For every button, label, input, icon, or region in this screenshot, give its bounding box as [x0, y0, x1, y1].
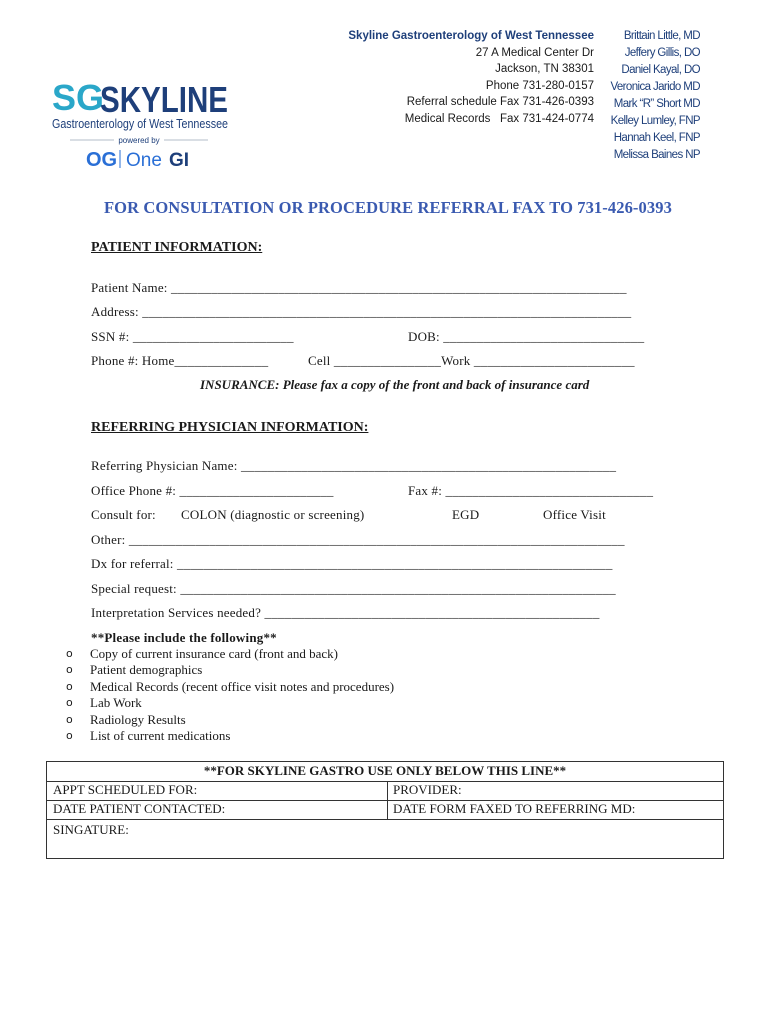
- provider-name: Melissa Baines NP: [613, 149, 700, 161]
- provider-name: Hannah Keel, FNP: [613, 132, 700, 144]
- patient-name-field[interactable]: Patient Name: ____________________________________________________________________: [91, 280, 627, 295]
- appt-scheduled-field[interactable]: APPT SCHEDULED FOR:: [53, 782, 198, 797]
- onegi-monogram: OG: [86, 149, 118, 171]
- interpretation-services-field[interactable]: Interpretation Services needed? __________________________________________________: [91, 605, 600, 620]
- onegi-name-b: GI: [169, 150, 190, 171]
- date-contacted-field[interactable]: DATE PATIENT CONTACTED:: [53, 801, 226, 816]
- referral-fax: Referral schedule Fax 731-426-0393: [406, 96, 594, 108]
- provider-name: Kelley Lumley, FNP: [610, 115, 700, 127]
- home-phone-field[interactable]: Phone #: Home______________: [91, 353, 269, 368]
- brand-wordmark: SKYLINE: [100, 79, 228, 120]
- referral-fax-banner: FOR CONSULTATION OR PROCEDURE REFERRAL FAX TO 731-426-0393: [104, 198, 672, 217]
- insurance-note: INSURANCE: Please fax a copy of the front and back of insurance card: [200, 377, 590, 392]
- provider-name: Brittain Little, MD: [623, 30, 700, 42]
- provider-name: Veronica Jarido MD: [610, 81, 700, 93]
- include-list: [66, 646, 394, 744]
- consult-for-label: Consult for:: [91, 507, 156, 522]
- records-fax: Medical Records Fax 731-424-0774: [404, 112, 594, 125]
- list-item: o List of current medications: [66, 728, 231, 744]
- office-use-row-1: [47, 781, 723, 801]
- patient-info-heading: PATIENT INFORMATION:: [91, 240, 263, 255]
- street-address: 27 A Medical Center Dr: [475, 46, 594, 59]
- cell-work-phone-field[interactable]: Cell ________________Work ________________________: [308, 353, 635, 368]
- address-field[interactable]: Address: _________________________________________________________________________: [91, 304, 632, 319]
- provider-name: Mark “R” Short MD: [613, 98, 700, 110]
- dx-referral-field[interactable]: Dx for referral: _________________________________________________________________: [91, 556, 613, 571]
- list-item: o Patient demographics: [66, 662, 203, 678]
- bullet-marker: o: [66, 696, 73, 710]
- fax-field[interactable]: Fax #: _______________________________: [408, 483, 654, 498]
- office-use-title-row: [47, 762, 723, 782]
- referring-physician-field[interactable]: Referring Physician Name: ________________________________________________________: [91, 458, 617, 473]
- provider-field[interactable]: PROVIDER:: [393, 782, 462, 797]
- referring-physician-heading: REFERRING PHYSICIAN INFORMATION:: [91, 420, 369, 435]
- consult-option-office-visit[interactable]: Office Visit: [543, 507, 606, 522]
- consult-option-colon[interactable]: COLON (diagnostic or screening): [181, 507, 365, 522]
- list-item: o Radiology Results: [66, 711, 186, 727]
- list-item: o Medical Records (recent office visit notes and procedures): [66, 678, 395, 694]
- list-item: o Copy of current insurance card (front and back): [66, 646, 338, 661]
- office-use-box: [46, 761, 724, 859]
- office-use-row-2: [47, 800, 723, 820]
- include-heading: **Please include the following**: [91, 630, 277, 645]
- office-phone-field[interactable]: Office Phone #: _______________________: [91, 483, 334, 498]
- skyline-logo-graphic: [52, 72, 232, 177]
- city-state-zip: Jackson, TN 38301: [495, 63, 594, 75]
- other-field[interactable]: Other: __________________________________________________________________________: [91, 532, 625, 547]
- provider-list: [600, 28, 700, 164]
- bullet-marker: o: [66, 663, 73, 677]
- powered-by-label: powered by: [118, 136, 160, 145]
- ssn-field[interactable]: SSN #: ________________________: [91, 329, 294, 344]
- org-name: Skyline Gastroenterology of West Tennessee: [348, 30, 594, 42]
- onegi-name-a: One: [126, 150, 162, 171]
- skyline-logo: [52, 72, 232, 177]
- bullet-marker: o: [66, 647, 73, 660]
- provider-name: Daniel Kayal, DO: [621, 64, 700, 76]
- date-faxed-field[interactable]: DATE FORM FAXED TO REFERRING MD:: [393, 801, 636, 816]
- dob-field[interactable]: DOB: ______________________________: [408, 329, 645, 344]
- phone-number: Phone 731-280-0157: [485, 79, 594, 92]
- practice-address-block: [340, 28, 594, 127]
- provider-name: Jeffery Gillis, DO: [624, 47, 700, 59]
- consult-option-egd[interactable]: EGD: [452, 507, 480, 522]
- bullet-marker: o: [66, 729, 73, 743]
- list-item: o Lab Work: [66, 695, 142, 711]
- signature-field[interactable]: SINGATURE:: [53, 822, 129, 837]
- bullet-marker: o: [66, 712, 73, 726]
- special-request-field[interactable]: Special request: _________________________________________________________________: [91, 581, 616, 596]
- logo-subtitle: Gastroenterology of West Tennessee: [52, 117, 229, 131]
- monogram: SG: [52, 77, 105, 118]
- bullet-marker: o: [66, 679, 73, 693]
- office-use-title: **FOR SKYLINE GASTRO USE ONLY BELOW THIS LINE**: [203, 763, 567, 778]
